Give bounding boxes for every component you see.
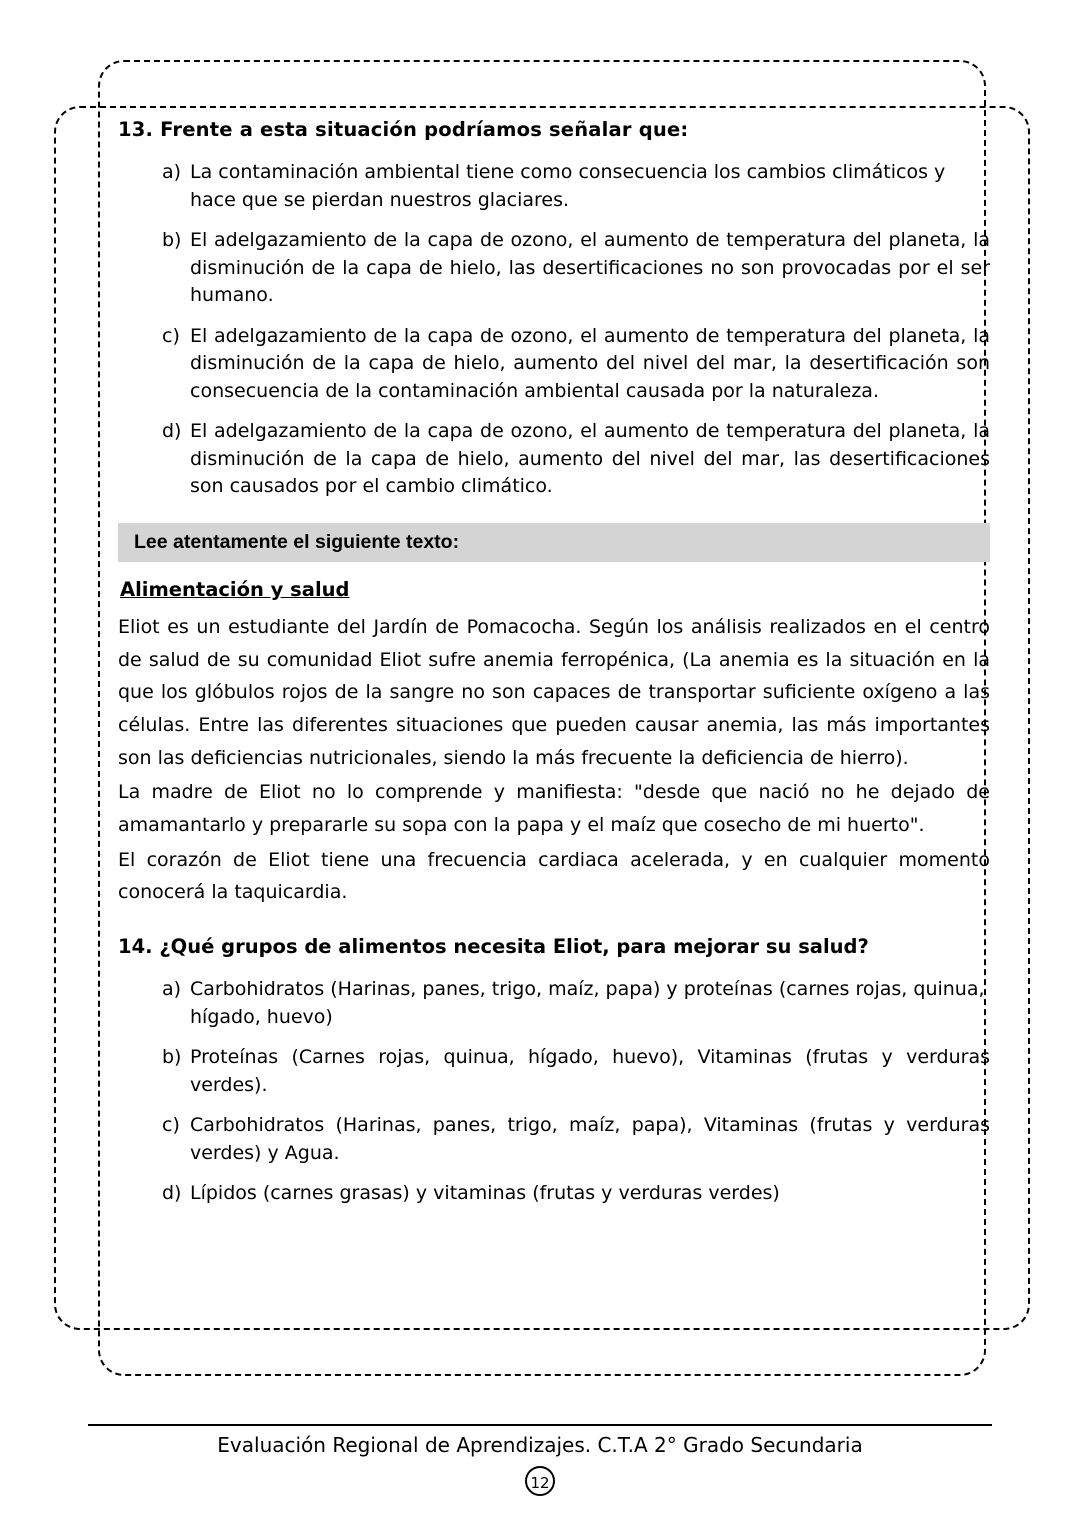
reading-paragraph-3: El corazón de Eliot tiene una frecuencia cardiaca acelerada, y en cualquier momento conocerá la taquicardia. [118,848,990,904]
option-text: El adelgazamiento de la capa de ozono, el aumento de temperatura del planeta, la disminución de la capa de hielo, las desertificaciones no son provocadas por el ser humano. [190,229,990,307]
question-14-number: 14. [118,935,153,959]
option-label: c) [162,1114,180,1137]
option-text: Proteínas (Carnes rojas, quinua, hígado, huevo), Vitaminas (frutas y verduras verdes). [190,1046,990,1096]
question-14-option-d[interactable] [118,1180,990,1208]
question-13-option-d[interactable] [118,418,990,501]
option-label: d) [162,1182,182,1205]
question-13-heading [118,118,990,141]
question-14-heading [118,935,990,958]
option-label: a) [162,978,182,1001]
footer-divider [88,1424,992,1426]
option-label: a) [162,161,182,183]
option-label: b) [162,1046,182,1069]
question-14-prompt: ¿Qué grupos de alimentos necesita Eliot, para mejorar su salud? [159,935,869,959]
option-text: Carbohidratos (Harinas, panes, trigo, maíz, papa), Vitaminas (frutas y verduras verdes) y Agua. [190,1114,990,1164]
question-13-option-a[interactable] [118,159,990,214]
option-label: c) [162,324,180,347]
question-14-option-c[interactable] [118,1112,990,1167]
reading-paragraph-1: Eliot es un estudiante del Jardín de Pomacocha. Según los análisis realizados en el centro de salud de su comunidad Eliot sufre anemia ferropénica, (La anemia es la situación en la que los glóbulos rojos de la sangre no son capaces de transportar suficiente oxígeno a las células. Entre las diferentes situaciones que pueden causar anemia, las más importantes son las deficiencias nutricionales, siendo la más frecuente la deficiencia de hierro). [118,616,990,769]
question-13-option-b[interactable] [118,227,990,310]
question-14-option-b[interactable] [118,1044,990,1099]
reading-title: Alimentación y salud [120,578,350,602]
option-label: d) [162,420,182,443]
option-label: b) [162,229,182,252]
option-text: El adelgazamiento de la capa de ozono, el aumento de temperatura del planeta, la disminución de la capa de hielo, aumento del nivel del mar, las desertificaciones son causados por el cambio climático. [190,420,990,498]
question-13-prompt: Frente a esta situación podríamos señalar que: [160,118,689,141]
option-text: El adelgazamiento de la capa de ozono, el aumento de temperatura del planeta, la disminución de la capa de hielo, aumento del nivel del mar, la desertificación son consecuencia de la contaminación ambiental causada por la naturaleza. [190,324,990,402]
question-13-option-c[interactable] [118,323,990,406]
page-number-badge: 12 [525,1466,555,1496]
option-text: Lípidos (carnes grasas) y vitaminas (frutas y verduras verdes) [190,1182,780,1205]
footer-caption: Evaluación Regional de Aprendizajes. C.T.A 2° Grado Secundaria [217,1433,863,1457]
reading-instruction-banner: Lee atentamente el siguiente texto: [118,523,990,562]
reading-paragraph-2: La madre de Eliot no lo comprende y manifiesta: "desde que nació no he dejado de amamantarlo y prepararle su sopa con la papa y el maíz que cosecho de mi huerto". [118,781,990,837]
question-13-number: 13. [118,118,154,141]
option-text: La contaminación ambiental tiene como consecuencia los cambios climáticos y hace que se pierdan nuestros glaciares. [190,161,946,211]
question-14-option-a[interactable] [118,976,990,1031]
option-text: Carbohidratos (Harinas, panes, trigo, maíz, papa) y proteínas (carnes rojas, quinua, hígado, huevo) [190,978,985,1028]
page-content [118,118,990,1221]
